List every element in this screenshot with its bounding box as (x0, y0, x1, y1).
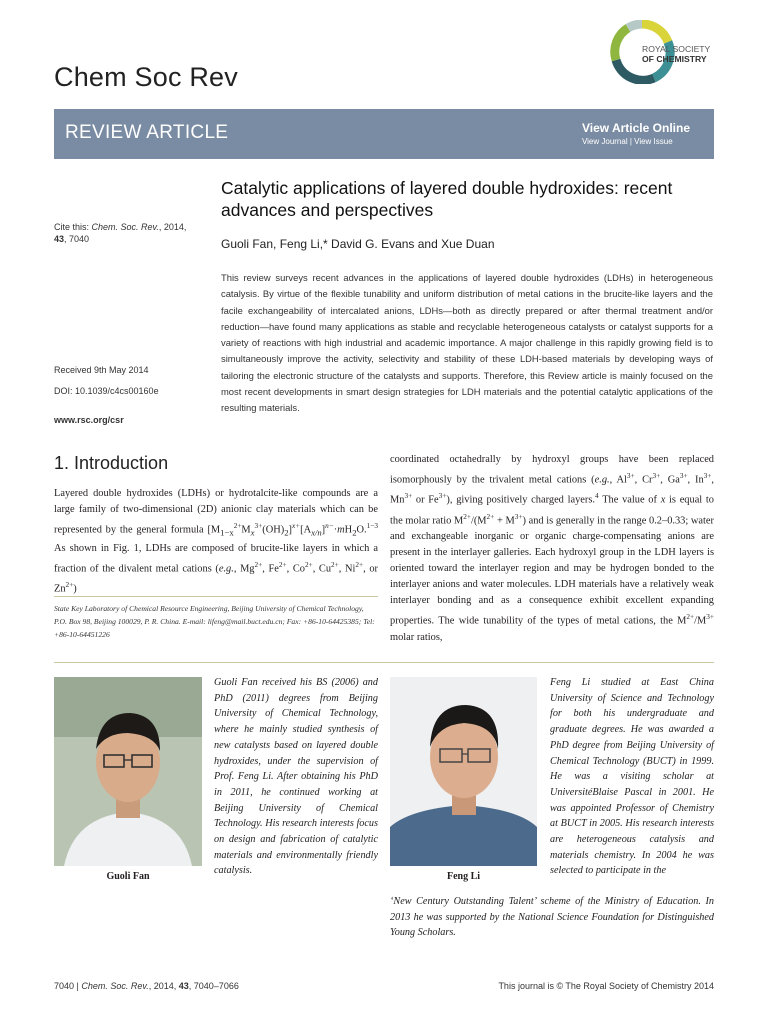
intro-paragraph-right: coordinated octahedrally by hydroxyl groups have been replaced isomorphously by the trivalent metal cations (e.g., $Al^{3+}$, $Cr^{3+}$, $Ga^{3+}$, $In^{3+}$, $Mn^{3+}$ or $Fe^{3+}$), giving positively charged layers.$^4$ The value of x is equal to the molar ratio $M^{2+}/(M^{2+} + M^{3+})$ and is generally in the range 0.2–0.33; water and exchangeable inorganic or organic charge-compensating anions are present in the interlayer galleries. Each hydroxyl group in the LDH layers is oriented toward the interlayer region and may be hydrogen bonded to the interlayer anions and water molecules. LDH materials have a relatively weak interlayer bonding and as a consequence exhibit excellent expanding properties. The wide tunability of the types of metal cations, the $M^{2+}/M^{3+}$ molar ratios, (390, 454, 715, 643)
banner-links (582, 121, 690, 146)
cite-year: , 2014, (158, 222, 187, 232)
portrait-2-icon (390, 677, 537, 866)
author-affiliation: State Key Laboratory of Chemical Resource Engineering, Beijing University of Chemical Technology, P.O. Box 98, Beijing 100029, P. R. China. E-mail: lifeng@mail.buct.edu.cn; Fax: +86-10-64425385; Tel: +86-10-64451226 (54, 604, 375, 639)
link-separator: | (627, 137, 635, 146)
photo-caption-guoli-fan: Guoli Fan (106, 871, 150, 882)
banner-title: REVIEW ARTICLE (65, 122, 229, 143)
footer-copyright: This journal is © The Royal Society of Chemistry 2014 (498, 981, 714, 991)
biography-divider (54, 662, 714, 663)
author-photo-feng-li (390, 677, 537, 866)
intro-paragraph-left: Layered double hydroxides (LDHs) or hydrotalcite-like compounds are a large family of two-dimensional (2D) anionic clay materials which can be represented by the general formula $[M_{1-x}^{2+}M_x^{3+}(OH)_2]^{x+}[A_{x/n}]^{n-}\cdot mH_2O.^{1-3}$ As shown in Fig. 1, LDHs are composed of brucite-like layers in which a fraction of the divalent metal cations (e.g., $Mg^{2+}$, $Fe^{2+}$, $Co^{2+}$, $Cu^{2+}$, $Ni^{2+}$, or $Zn^{2+}$) (54, 488, 379, 595)
cite-volume: 43 (54, 234, 65, 244)
view-article-online-link[interactable]: View Article Online (581, 121, 690, 135)
review-article-banner (54, 109, 714, 159)
cite-label: Cite this: (54, 222, 92, 232)
biography-feng-li-part2: ‘New Century Outstanding Talent’ scheme of the Ministry of Education. In 2013 he was supported by the National Science Foundation for Distinguished Young Scholars. (390, 896, 714, 939)
footer-citation: 7040 | Chem. Soc. Rev., 2014, 43, 7040–7066 (54, 981, 239, 991)
logo-line-2: OF CHEMISTRY (642, 53, 707, 64)
received-date: Received 9th May 2014 (54, 365, 149, 375)
section-heading-introduction: 1. Introduction (54, 453, 169, 473)
journal-url-link[interactable]: www.rsc.org/csr (54, 415, 124, 425)
abstract: This review surveys recent advances in the applications of layered double hydroxides (LDHs) in heterogeneous catalysis. By virtue of the flexible tunability and uniform distribution of metal cations in the brucite-like layers and the facile exchangeability of intercalated anions, LDHs—both as directly prepared or after thermal treatment and/or reduction—have found many applications as stable and recyclable heterogeneous catalysts or catalyst supports for a variety of reactions with high industrial and academic importance. A major challenge in this rapidly growing field is to simultaneously improve the activity, selectivity and stability of these LDH-based materials by developing ways of tailoring the electronic structure of the catalysts and supports. Therefore, this Review article is mainly focused on the most recent developments in smart design strategies for LDH materials and the potential catalytic applications of the resulting materials. (221, 272, 713, 414)
banner-secondary-links (582, 137, 690, 146)
logo-line-1: ROYAL SOCIETY (642, 44, 711, 54)
author-photo-guoli-fan (54, 677, 202, 866)
biography-guoli-fan: Guoli Fan received his BS (2006) and PhD (2011) degrees from Beijing University of Chemical Technology, where he mainly studied synthesis of new catalysts based on layered double hydroxides, under the supervision of Prof. Feng Li. After obtaining his PhD in 2011, he continued working at Beijing University of Chemical Technology. His research interests focus on design and fabrication of catalytic materials and environmentally friendly catalysis. (214, 677, 378, 877)
biography-feng-li-part1: Feng Li studied at East China University of Science and Technology for both his undergraduate and graduate degrees. He was awarded a PhD degree from Beijing University of Chemical Technology (BUCT) in 1999. He was a visiting scholar at UniversitéBlaise Pascal in 2001. He was appointed Professor of Chemistry at BUCT in 2005. His research interests are heterogeneous catalysis and materials chemistry. In 2004 he was selected to participate in the (550, 677, 714, 877)
article-authors: Guoli Fan, Feng Li,* David G. Evans and Xue Duan (221, 237, 495, 251)
rsc-logo-text (642, 45, 710, 64)
cite-this (54, 221, 204, 245)
view-journal-link[interactable]: View Journal (581, 137, 628, 146)
cite-pages: , 7040 (64, 234, 90, 244)
doi[interactable]: DOI: 10.1039/c4cs00160e (54, 386, 159, 396)
view-issue-link[interactable]: View Issue (634, 137, 673, 146)
cite-journal: Chem. Soc. Rev. (91, 222, 159, 232)
affiliation-divider (54, 596, 378, 597)
journal-name: Chem Soc Rev (54, 62, 238, 92)
photo-caption-feng-li: Feng Li (446, 871, 481, 882)
page-number: 7040 (54, 981, 75, 991)
portrait-1-icon (54, 677, 202, 866)
article-title: Catalytic applications of layered double hydroxides: recent advances and perspectives (221, 178, 673, 220)
